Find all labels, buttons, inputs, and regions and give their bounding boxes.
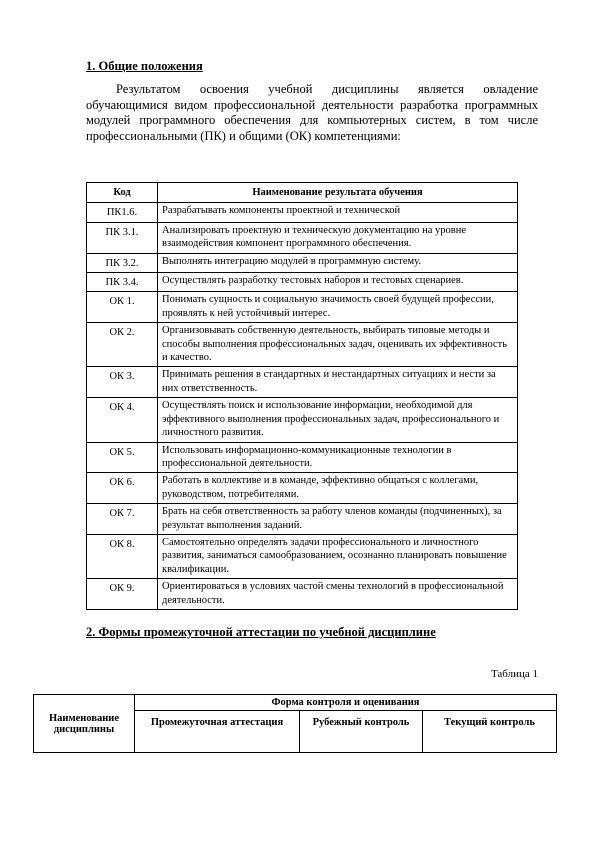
competency-code: ПК1.6. xyxy=(87,203,158,222)
table-row xyxy=(87,579,518,610)
competency-code: ОК 8. xyxy=(87,534,158,578)
table-row xyxy=(87,253,518,272)
competency-code: ОК 3. xyxy=(87,367,158,398)
section-1-title: 1. Общие положения xyxy=(86,59,203,73)
competency-code: ОК 2. xyxy=(87,323,158,367)
competency-description: Понимать сущность и социальную значимость своей будущей профессии, проявлять к ней устойчивый интерес. xyxy=(158,292,518,323)
control-form-group-header: Форма контроля и оценивания xyxy=(135,695,557,711)
table-row xyxy=(87,367,518,398)
competency-description: Использовать информационно-коммуникационные технологии в профессиональной деятельности. xyxy=(158,442,518,473)
table-row xyxy=(87,323,518,367)
competency-description: Разрабатывать компоненты проектной и технической xyxy=(158,203,518,222)
competency-code: ОК 7. xyxy=(87,504,158,535)
table-row xyxy=(87,222,518,253)
competency-table xyxy=(86,182,518,610)
table-row xyxy=(87,534,518,578)
competency-table-body xyxy=(87,203,518,610)
competency-description: Работать в коллективе и в команде, эффективно общаться с коллегами, руководством, потребителями. xyxy=(158,473,518,504)
assessment-forms-table xyxy=(33,694,557,753)
competency-description: Осуществлять поиск и использование информации, необходимой для эффективного выполнения профессиональных задач, профессионального и личностного развития. xyxy=(158,398,518,442)
discipline-name-header: Наименование дисциплины xyxy=(34,695,135,753)
competency-code: ОК 6. xyxy=(87,473,158,504)
intermediate-attestation-header: Промежуточная аттестация xyxy=(135,711,300,753)
table-row xyxy=(87,473,518,504)
milestone-control-header: Рубежный контроль xyxy=(300,711,423,753)
table-number-label: Таблица 1 xyxy=(490,668,538,680)
competency-code: ПК 3.1. xyxy=(87,222,158,253)
competency-code: ПК 3.2. xyxy=(87,253,158,272)
table-row xyxy=(87,398,518,442)
competency-description: Выполнять интеграцию модулей в программную систему. xyxy=(158,253,518,272)
competency-description: Осуществлять разработку тестовых наборов и тестовых сценариев. xyxy=(158,273,518,292)
competency-code: ОК 5. xyxy=(87,442,158,473)
competency-description: Принимать решения в стандартных и нестандартных ситуациях и нести за них ответственность. xyxy=(158,367,518,398)
table-row xyxy=(87,504,518,535)
competency-description: Анализировать проектную и техническую документацию на уровне взаимодействия компонент программного обеспечения. xyxy=(158,222,518,253)
table-row xyxy=(87,203,518,222)
current-control-header: Текущий контроль xyxy=(423,711,557,753)
code-column-header: Код xyxy=(87,183,158,203)
assessment-table-header-row xyxy=(34,695,557,711)
competency-description: Организовывать собственную деятельность, выбирать типовые методы и способы выполнения профессиональных задач, оценивать их эффективность и качество. xyxy=(158,323,518,367)
competency-code: ОК 9. xyxy=(87,579,158,610)
section-2-title: 2. Формы промежуточной аттестации по учебной дисциплине xyxy=(86,625,436,639)
intro-paragraph: Результатом освоения учебной дисциплины является овладение обучающимися видом профессиональной деятельности разработка программных модулей программного обеспечения для компьютерных систем, в том числе профессиональными (ПК) и общими (ОК) компетенциями: xyxy=(86,82,538,143)
table-row xyxy=(87,273,518,292)
competency-description: Брать на себя ответственность за работу членов команды (подчиненных), за результат выполнения заданий. xyxy=(158,504,518,535)
table-row xyxy=(87,442,518,473)
competency-code: ОК 1. xyxy=(87,292,158,323)
competency-description: Самостоятельно определять задачи профессионального и личностного развития, заниматься самообразованием, осознанно планировать повышение квалификации. xyxy=(158,534,518,578)
competency-table-header xyxy=(87,183,518,203)
competency-description: Ориентироваться в условиях частой смены технологий в профессиональной деятельности. xyxy=(158,579,518,610)
result-column-header: Наименование результата обучения xyxy=(158,183,518,203)
table-row xyxy=(87,292,518,323)
competency-code: ОК 4. xyxy=(87,398,158,442)
competency-code: ПК 3.4. xyxy=(87,273,158,292)
